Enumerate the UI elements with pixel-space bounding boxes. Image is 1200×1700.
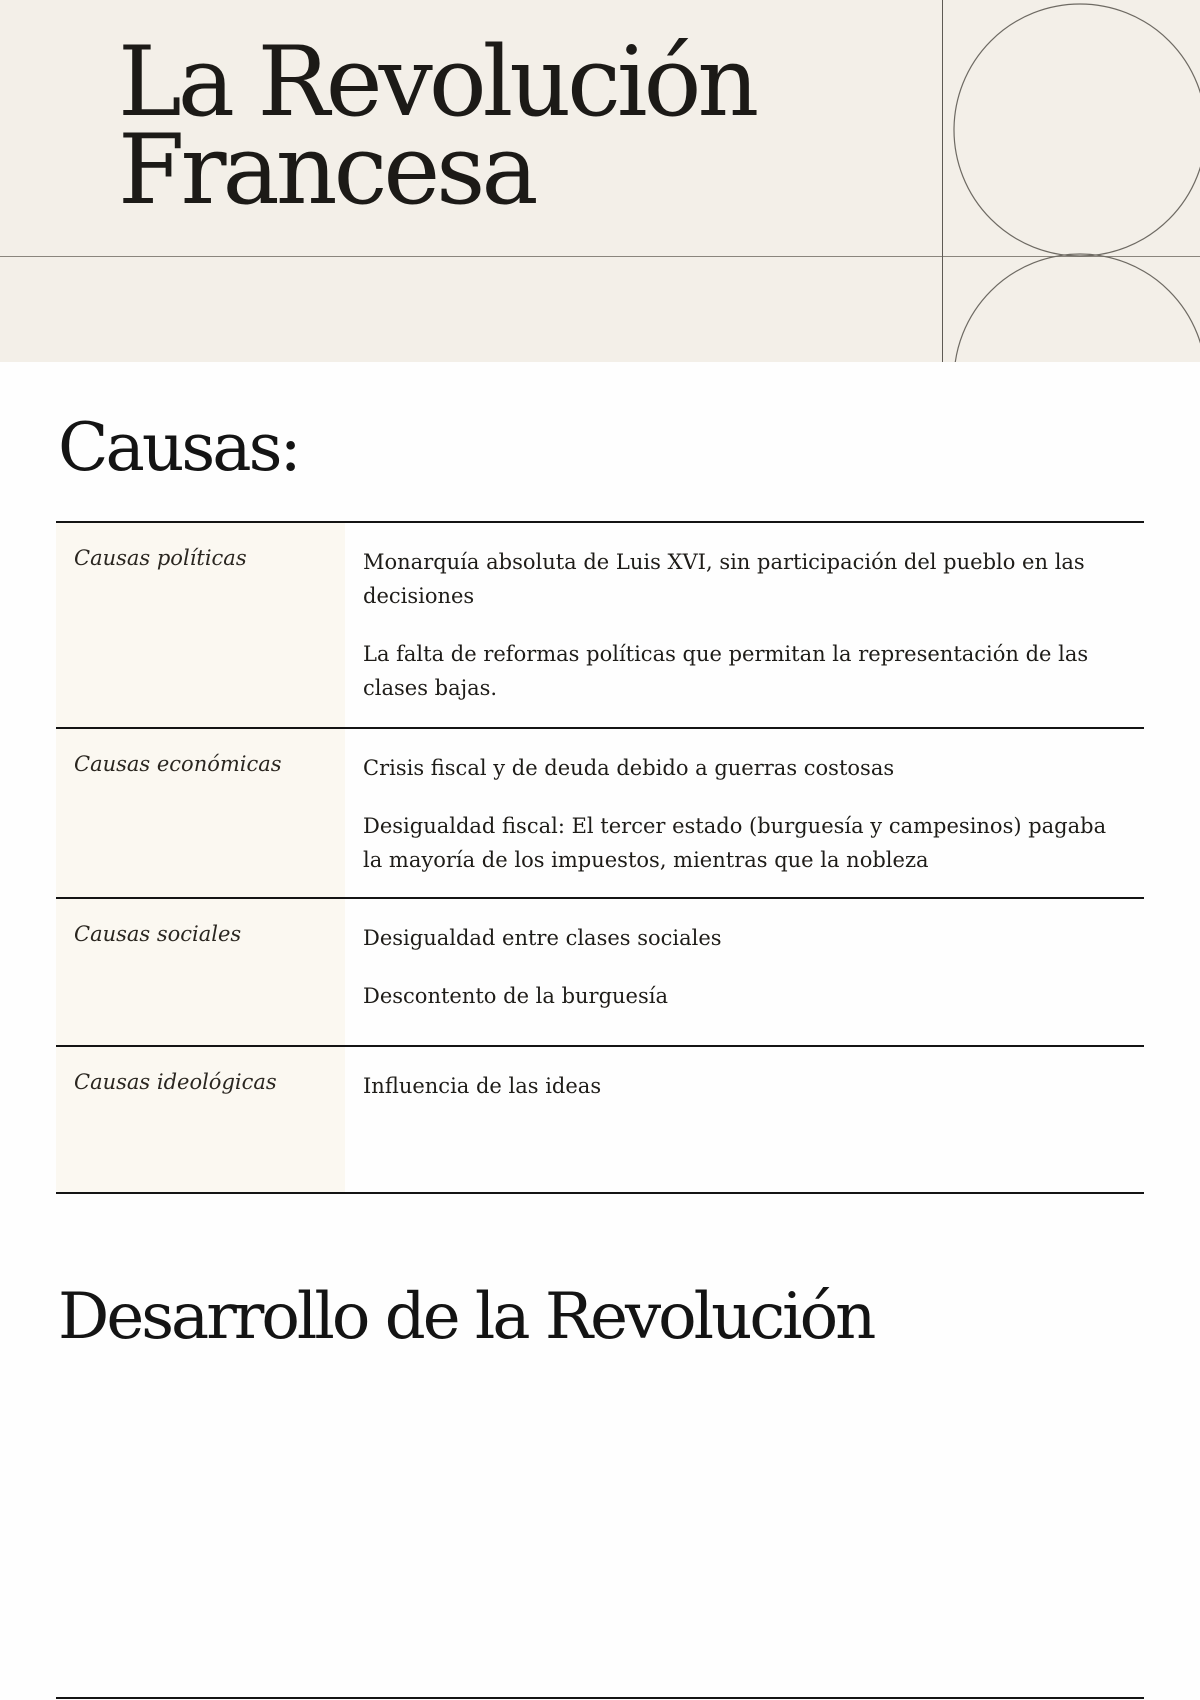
section-divider bbox=[56, 1697, 1144, 1699]
detail-text: Crisis fiscal y de deuda debido a guerras costosas bbox=[363, 756, 895, 780]
table-row bbox=[56, 729, 1144, 899]
detail-text: La falta de reformas políticas que permitan la representación de las clases bajas. bbox=[363, 642, 1089, 700]
development-heading: Desarrollo de la Revolución bbox=[58, 1280, 874, 1354]
details-cell bbox=[345, 729, 1144, 897]
causes-heading: Causas: bbox=[58, 409, 299, 486]
detail-text: Desigualdad entre clases sociales bbox=[363, 926, 722, 950]
category-label: Causas sociales bbox=[74, 922, 242, 946]
page-title-line-1: La Revolución bbox=[118, 26, 756, 138]
details-cell bbox=[345, 899, 1144, 1045]
causes-table bbox=[56, 521, 1144, 1194]
decorative-circles-icon bbox=[942, 0, 1200, 362]
category-cell bbox=[56, 523, 345, 727]
detail-text: Descontento de la burguesía bbox=[363, 984, 668, 1008]
page-title bbox=[118, 26, 756, 226]
category-label: Causas económicas bbox=[74, 752, 282, 776]
category-cell bbox=[56, 729, 345, 897]
page-title-line-2: Francesa bbox=[118, 114, 535, 226]
header-banner bbox=[0, 0, 1200, 362]
detail-text: Desigualdad fiscal: El tercer estado (burguesía y campesinos) pagaba la mayoría de los impuestos, mientras que la nobleza bbox=[363, 814, 1107, 872]
details-cell bbox=[345, 1047, 1144, 1192]
table-row bbox=[56, 523, 1144, 729]
detail-text: Influencia de las ideas bbox=[363, 1074, 602, 1098]
category-label: Causas políticas bbox=[74, 546, 247, 570]
category-label: Causas ideológicas bbox=[74, 1070, 277, 1094]
detail-text: Monarquía absoluta de Luis XVI, sin participación del pueblo en las decisiones bbox=[363, 550, 1085, 608]
details-cell bbox=[345, 523, 1144, 727]
category-cell bbox=[56, 1047, 345, 1192]
table-row bbox=[56, 899, 1144, 1047]
category-cell bbox=[56, 899, 345, 1045]
table-row bbox=[56, 1047, 1144, 1194]
